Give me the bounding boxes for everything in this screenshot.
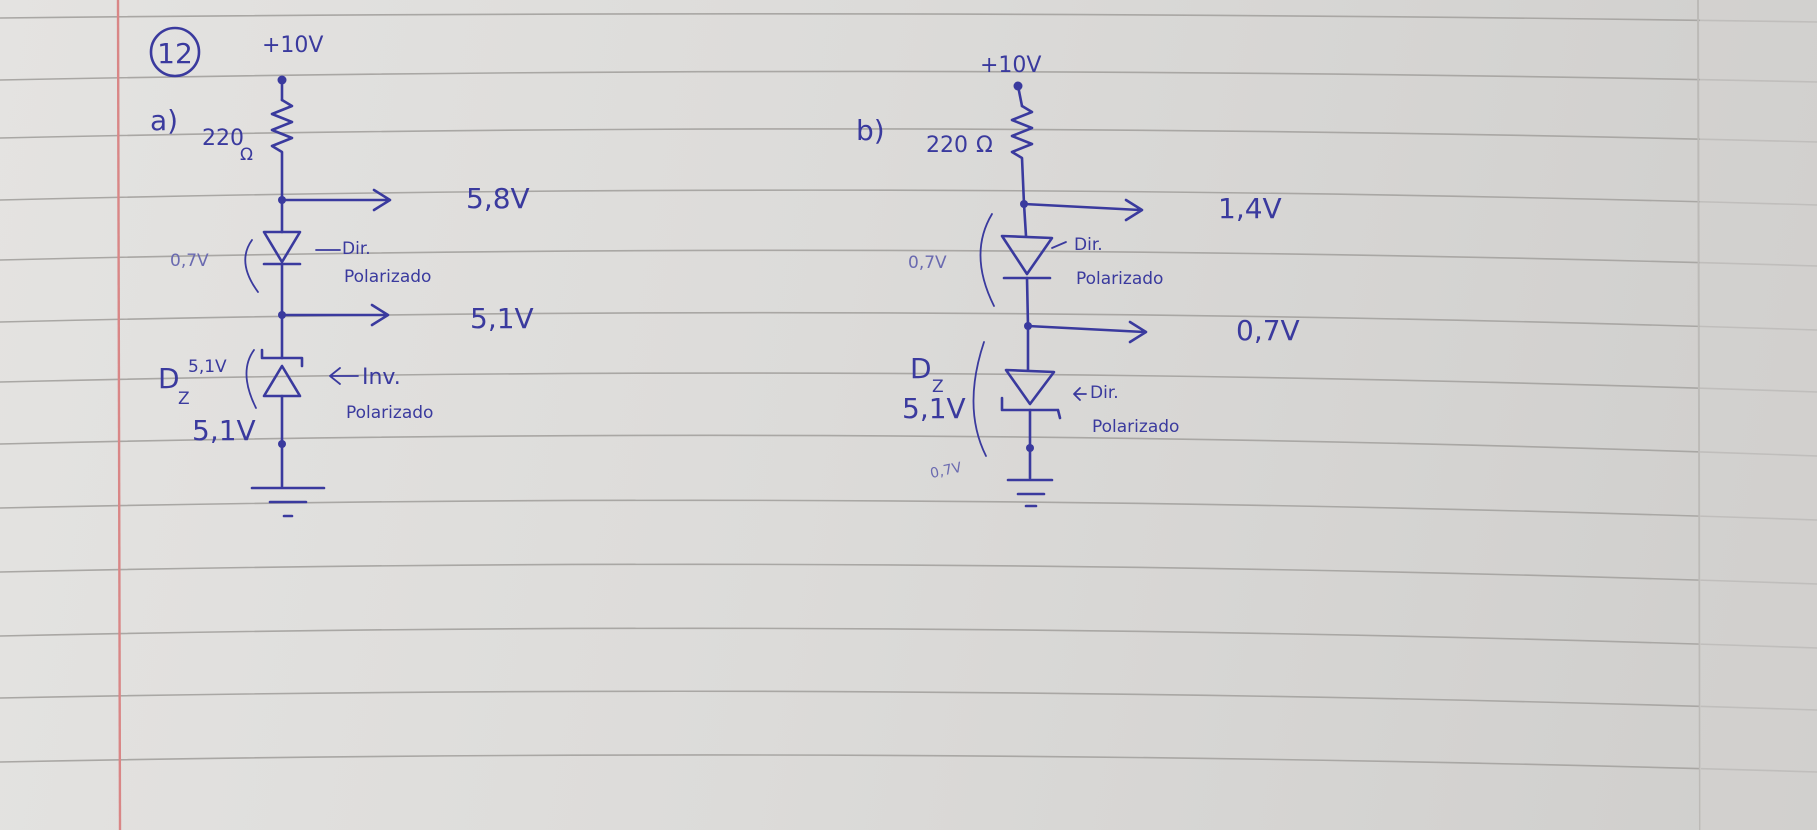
- circuit-b-output-top: 1,4V: [1218, 192, 1282, 225]
- page-edge: [1698, 0, 1700, 830]
- circuit-b-mid-output-arrow: [1028, 322, 1146, 342]
- circuit-b-resistor: [1012, 106, 1032, 204]
- circuit-a-diode: [264, 232, 300, 264]
- circuit-b-zener-drop: 0,7V: [928, 459, 964, 482]
- problem-number: 12: [157, 37, 193, 70]
- circuit-b-zener-note-1: Dir.: [1090, 383, 1119, 403]
- circuit-a-diode-note-2: Polarizado: [344, 267, 432, 287]
- circuit-a-diode-drop: 0,7V: [170, 251, 209, 271]
- circuit-a-resistor-value: 220: [202, 126, 244, 151]
- circuit-a-zener: [262, 350, 302, 396]
- circuit-a-mid-output-arrow: [282, 305, 388, 325]
- circuit-b-ground: [1008, 448, 1052, 506]
- circuit-b-resistor-unit: Ω: [976, 133, 993, 158]
- circuit-a-zener-note-1: Inv.: [362, 365, 401, 390]
- circuit-b-zener-note-2: Polarizado: [1092, 417, 1180, 437]
- circuit-b-label: b): [856, 114, 885, 147]
- circuit-a-ground: [252, 444, 324, 516]
- circuit-a-label: a): [150, 104, 179, 137]
- circuit-b-diode-note-2: Polarizado: [1076, 269, 1164, 289]
- circuit-b-diode: [1002, 236, 1052, 278]
- circuit-a-output-top: 5,8V: [466, 182, 530, 215]
- circuit-a-zener-sub: Z: [178, 389, 190, 409]
- problem-number-badge: [151, 28, 199, 76]
- circuit-b-supply-label: +10V: [980, 53, 1042, 78]
- circuit-b-zener-rating: 5,1V: [902, 392, 966, 425]
- circuit-a-zener-rating: 5,1V: [188, 357, 227, 377]
- circuit-b-top-output-arrow: [1024, 200, 1142, 220]
- circuit-b-zener-name: D: [910, 352, 932, 385]
- circuit-a-diode-note-1: Dir.: [342, 239, 371, 259]
- circuit-a-output-mid: 5,1V: [470, 302, 534, 335]
- circuit-a-supply-label: +10V: [262, 33, 324, 58]
- circuit-a-zener-note-2: Polarizado: [346, 403, 434, 423]
- circuit-a-resistor: [272, 100, 292, 200]
- circuit-b-diode-note-1: Dir.: [1074, 235, 1103, 255]
- margin-line: [118, 0, 120, 830]
- circuit-b-output-mid: 0,7V: [1236, 314, 1300, 347]
- circuit-a-zener-drop: 5,1V: [192, 414, 256, 447]
- circuit-b-zener-sub: Z: [932, 377, 944, 397]
- circuit-a-resistor-unit: Ω: [240, 145, 253, 165]
- circuit-b-diode-drop: 0,7V: [908, 253, 947, 273]
- circuit-a: [150, 33, 534, 516]
- circuit-b-resistor-value: 220: [926, 133, 968, 158]
- circuit-a-zener-name: D: [158, 362, 180, 395]
